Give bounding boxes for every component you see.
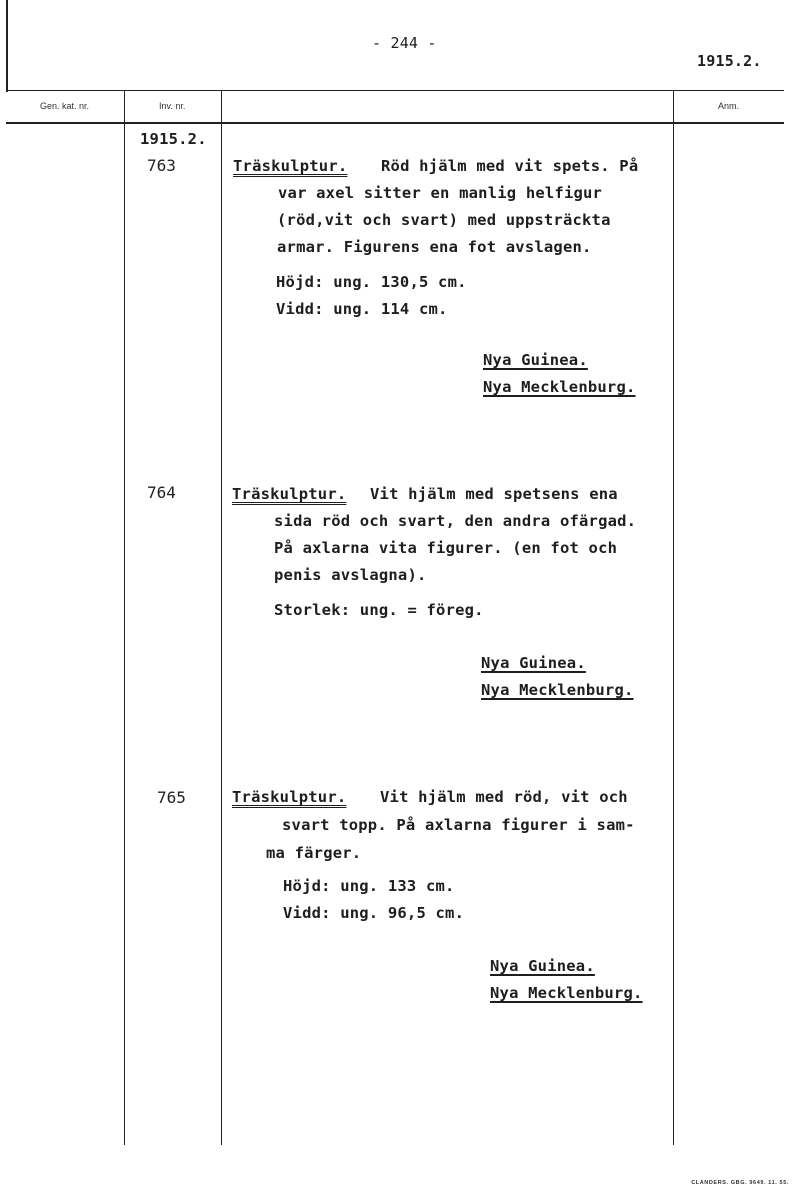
description-line: På axlarna vita figurer. (en fot och (274, 539, 618, 557)
measurement-line: Vidd: ung. 96,5 cm. (283, 904, 465, 922)
column-divider-gen (124, 90, 125, 1145)
place-line: Nya Mecklenburg. (483, 378, 636, 396)
description-line: var axel sitter en manlig helfigur (278, 184, 603, 202)
description-line: penis avslagna). (274, 566, 427, 584)
place-line: Nya Guinea. (481, 654, 586, 672)
measurement-line: Höjd: ung. 130,5 cm. (276, 273, 467, 291)
column-header-gen-kat-nr: Gen. kat. nr. (40, 101, 90, 111)
column-divider-anm (673, 90, 674, 1145)
entry-title: Träskulptur. (232, 485, 347, 503)
measurement-line: Höjd: ung. 133 cm. (283, 877, 455, 895)
inventory-year: 1915.2. (140, 130, 207, 148)
page-number: - 244 - (372, 34, 437, 52)
entry-title: Träskulptur. (233, 157, 348, 175)
description-line: sida röd och svart, den andra ofärgad. (274, 512, 637, 530)
description-line: Röd hjälm med vit spets. På (381, 157, 639, 175)
left-margin-rule (6, 0, 8, 92)
column-header-anm: Anm. (718, 101, 740, 111)
inventory-number: 763 (147, 156, 176, 175)
inventory-number: 764 (147, 483, 176, 502)
header-bottom-rule (6, 122, 784, 124)
description-line: armar. Figurens ena fot avslagen. (277, 238, 592, 256)
description-line: Vit hjälm med spetsens ena (370, 485, 618, 503)
place-line: Nya Guinea. (490, 957, 595, 975)
place-line: Nya Guinea. (483, 351, 588, 369)
entry-title: Träskulptur. (232, 788, 347, 806)
printer-imprint: CLANDERS. GBG. 9649. 11. 55. (691, 1180, 789, 1186)
place-line: Nya Mecklenburg. (481, 681, 634, 699)
description-line: (röd,vit och svart) med uppsträckta (277, 211, 611, 229)
column-header-inv-nr: Inv. nr. (159, 101, 186, 111)
inventory-number: 765 (157, 788, 186, 807)
description-line: ma färger. (266, 844, 362, 862)
measurement-line: Vidd: ung. 114 cm. (276, 300, 448, 318)
place-line: Nya Mecklenburg. (490, 984, 643, 1002)
header-top-rule (6, 90, 784, 91)
description-line: svart topp. På axlarna figurer i sam- (282, 816, 635, 834)
measurement-line: Storlek: ung. = föreg. (274, 601, 484, 619)
year-reference: 1915.2. (697, 52, 762, 70)
column-divider-inv (221, 90, 222, 1145)
description-line: Vit hjälm med röd, vit och (380, 788, 628, 806)
